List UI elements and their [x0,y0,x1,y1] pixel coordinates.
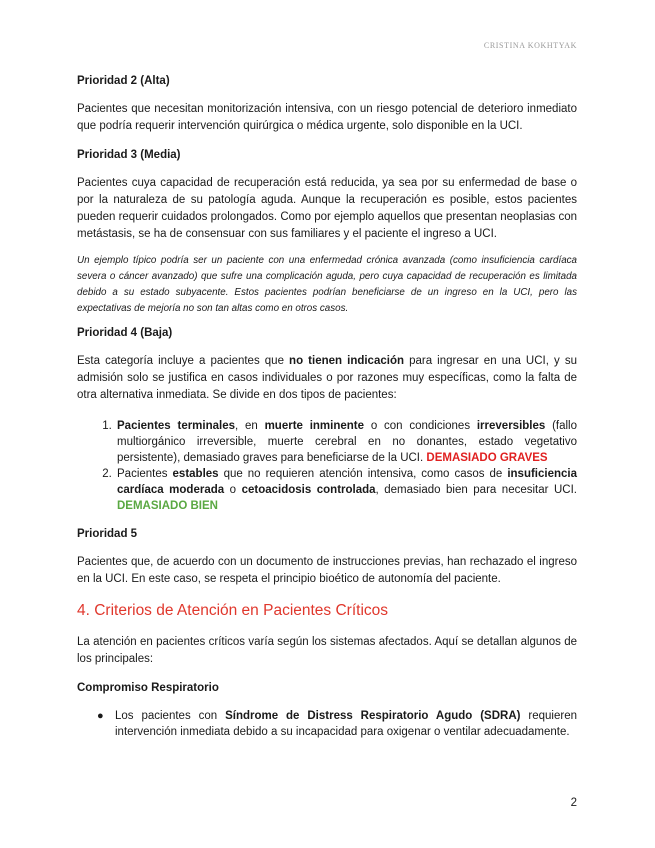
paragraph-prioridad-5: Pacientes que, de acuerdo con un documento de instrucciones previas, han rechazado el ingreso en la UCI. En este caso, se respeta el principio bioético de autonomía del paciente. [77,556,577,585]
list-prioridad-4 [77,418,577,514]
section-title-criterios: 4. Criterios de Atención en Pacientes Críticos [77,602,389,619]
header-author: CRISTINA KOKHTYAK [483,41,577,50]
bullet-icon: ● [97,710,104,722]
heading-prioridad-4: Prioridad 4 (Baja) [77,327,173,339]
paragraph-prioridad-2: Pacientes que necesitan monitorización intensiva, con un riesgo potencial de deterioro inmediato que podría requerir intervención quirúrgica o médica urgente, solo disponible en la UCI. [77,103,577,132]
list-item-sdra: ● Los pacientes con Síndrome de Distress Respiratorio Agudo (SDRA) requieren intervención inmediata debido a su incapacidad para oxigenar o ventilar adecuadamente. [97,710,577,738]
page-number: 2 [570,797,577,809]
heading-prioridad-5: Prioridad 5 [77,528,138,540]
heading-prioridad-3: Prioridad 3 (Media) [77,149,181,161]
list-item-terminales: 1. Pacientes terminales, en muerte inminente o con condiciones irreversibles (fallo multiorgánico irreversible, muerte cerebral en no donantes, estado vegetativo persistente), demasiado graves para beneficiarse de la UCI. DEMASIADO GRAVES [115,418,577,466]
heading-prioridad-2: Prioridad 2 (Alta) [77,75,170,87]
tag-demasiado-bien: DEMASIADO BIEN [117,500,218,512]
paragraph-prioridad-4: Esta categoría incluye a pacientes que no tienen indicación para ingresar en una UCI, y su admisión solo se justifica en casos individuales o por razones muy específicas, como la falta de otra alternativa inmediata. Se divide en dos tipos de pacientes: [77,355,577,401]
list-item-estables: 2. Pacientes estables que no requieren atención intensiva, como casos de insuficiencia cardíaca moderada o cetoacidosis controlada, demasiado bien para necesitar UCI. DEMASIADO BIEN [115,466,577,514]
paragraph-prioridad-3: Pacientes cuya capacidad de recuperación está reducida, ya sea por su enfermedad de base o por la naturaleza de su patología aguda. Aunque la recuperación es posible, estos pacientes pueden requerir cuidados prolongados. Como por ejemplo aquellos que presentan neoplasias con metástasis, se ha de consensuar con sus familiares y el paciente el ingreso a UCI. [77,177,577,240]
tag-demasiado-graves: DEMASIADO GRAVES [426,452,548,464]
paragraph-criterios-intro: La atención en pacientes críticos varía según los sistemas afectados. Aquí se detallan algunos de los principales: [77,636,577,665]
example-prioridad-3: Un ejemplo típico podría ser un paciente con una enfermedad crónica avanzada (como insuficiencia cardíaca severa o cáncer avanzado) que sufre una complicación aguda, pero cuya capacidad de recuperación es limitada debido a su estado subyacente. Estos pacientes podrían beneficiarse de un ingreso en la UCI, pero las expectativas de mejoría no son tan altas como en otros casos. [77,255,577,314]
heading-compromiso-respiratorio: Compromiso Respiratorio [77,682,219,694]
page-content [77,75,577,740]
list-respiratorio [77,708,577,740]
